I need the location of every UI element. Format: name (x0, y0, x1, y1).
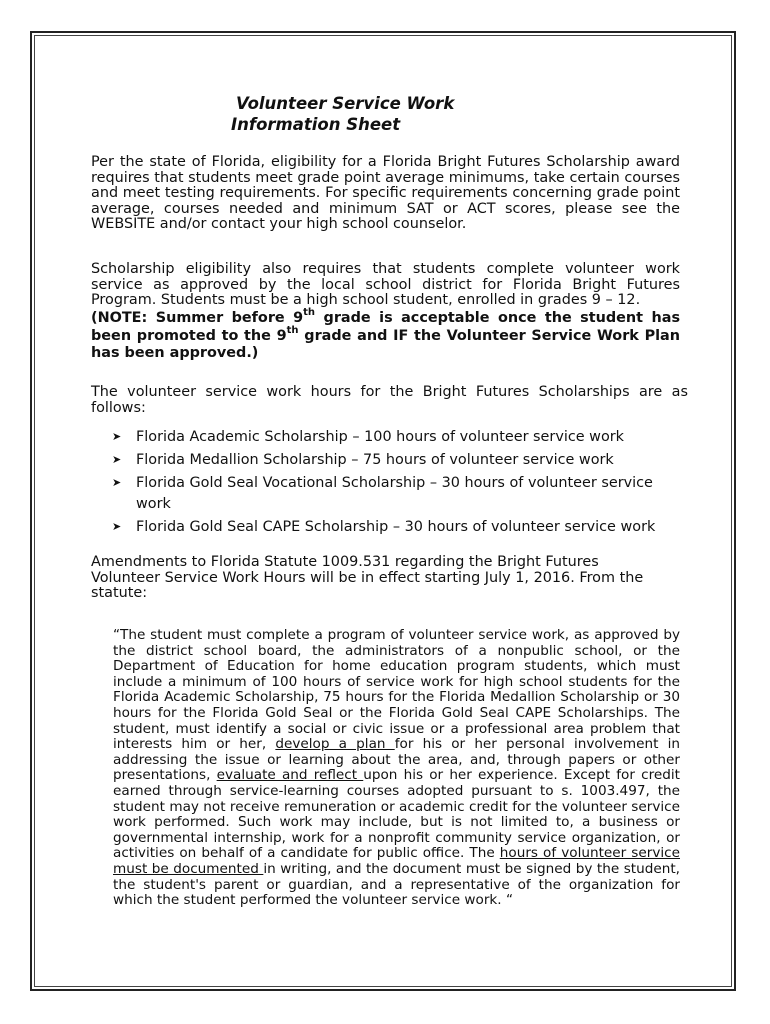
quote-underlined-hours-documented: hours of volunteer service must be documented (113, 845, 680, 877)
arrowhead-bullet-icon: ➤ (112, 476, 122, 489)
intro-paragraph: Per the state of Florida, eligibility for a Florida Bright Futures Scholarship award requires that students meet grade point average minimums, take certain courses and meet testing requirements. For specific requirements concerning grade point average, courses needed and minimum SAT or ACT scores, please see the WEBSITE and/or contact your high school counselor. (91, 154, 680, 233)
list-item (112, 517, 692, 538)
list-item (112, 427, 692, 448)
list-item (112, 450, 692, 471)
quote-underlined-develop-plan: develop a plan (275, 736, 395, 753)
note-text-3: grade and IF the Volunteer Service Work Plan has been approved.) (91, 327, 680, 361)
page-title: Volunteer Service Work (236, 94, 455, 113)
note-superscript-1: th (303, 307, 316, 319)
quote-text-2: for his or her personal involvement in addressing the issue or learning about the area, and, through papers or other presentations, (113, 736, 680, 784)
note-superscript-2: th (286, 324, 299, 336)
quote-text-1: “The student must complete a program of volunteer service work, as approved by the district school board, the administrators of a nonpublic school, or the Department of Education for home education program students, which must include a minimum of 100 hours of service work for high school students for the Florida Academic Scholarship, 75 hours for the Florida Medallion Scholarship or 30 hours for the Florida Gold Seal or the Florida Gold Seal CAPE Scholarships. The student, must identify a social or civic issue or a professional area problem that interests him or her, (113, 627, 680, 753)
eligibility-paragraph: Scholarship eligibility also requires that students complete volunteer work service as approved by the local school district for Florida Bright Futures Program. Students must be a high school student, enrolled in grades 9 – 12. (91, 261, 680, 309)
amendments-paragraph: Amendments to Florida Statute 1009.531 regarding the Bright Futures Volunteer Service Work Hours will be in effect starting July 1, 2016. From the statute: (91, 554, 644, 602)
arrowhead-bullet-icon: ➤ (112, 453, 122, 466)
list-item-text: Florida Academic Scholarship – 100 hours of volunteer service work (136, 429, 625, 445)
arrowhead-bullet-icon: ➤ (112, 430, 122, 443)
hours-intro-paragraph: The volunteer service work hours for the Bright Futures Scholarships are as follows: (91, 384, 688, 416)
list-item-text: Florida Medallion Scholarship – 75 hours of volunteer service work (136, 452, 614, 468)
note-text-2: grade is acceptable once the student has been promoted to the 9 (91, 310, 681, 344)
note-paragraph (91, 307, 681, 363)
quote-text-4: in writing, and the document must be signed by the student, the student's parent or guardian, and a representative of the organization for which the student performed the volunteer service work. “ (113, 860, 680, 909)
list-item-text: Florida Gold Seal Vocational Scholarship – 30 hours of volunteer service work (136, 475, 653, 512)
statute-quote (113, 628, 680, 909)
list-item (112, 473, 692, 515)
quote-underlined-evaluate-reflect: evaluate and reflect (216, 767, 364, 784)
note-text-1: (NOTE: Summer before 9 (91, 310, 304, 326)
hours-list (112, 427, 692, 540)
list-item-text: Florida Gold Seal CAPE Scholarship – 30 hours of volunteer service work (136, 519, 656, 535)
quote-text-3: upon his or her experience. Except for credit earned through service-learning courses adopted pursuant to s. 1003.497, the student may not receive remuneration or academic credit for the volunteer service work performed. Such work may include, but is not limited to, a business or governmental internship, work for a nonprofit community service organization, or activities on behalf of a candidate for public office. The (113, 767, 680, 862)
page-subtitle: Information Sheet (231, 115, 401, 134)
arrowhead-bullet-icon: ➤ (112, 520, 122, 533)
